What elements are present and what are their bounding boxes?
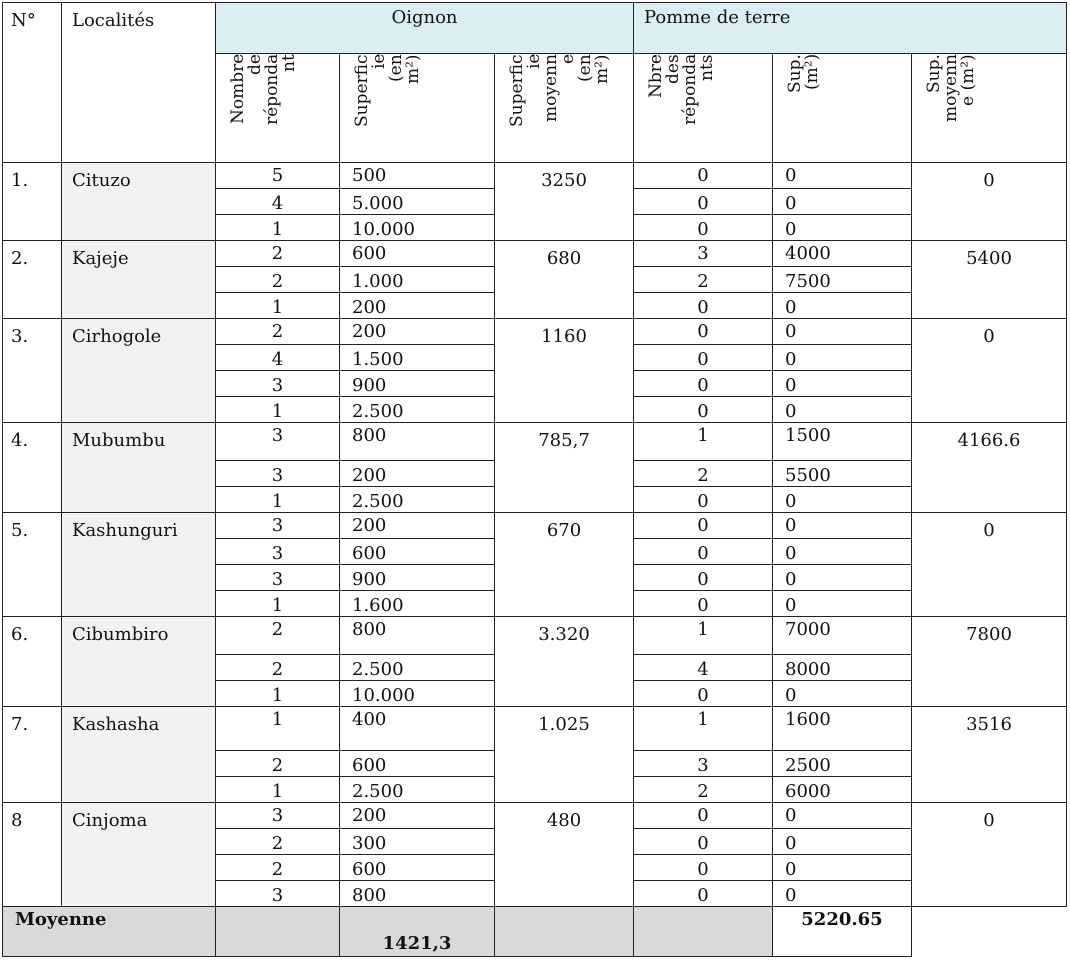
pomme-area: 0: [773, 487, 912, 513]
subheader-word: e: [558, 54, 578, 65]
subheader-word: Superfic: [352, 54, 372, 127]
oignon-area: 800: [340, 423, 495, 461]
locality-name: Kashunguri: [62, 513, 216, 617]
pomme-respondents: 0: [634, 345, 773, 371]
subheader-line: [699, 54, 716, 154]
pomme-average-area: 7800: [912, 617, 1067, 707]
oignon-average-area: 480: [495, 803, 634, 907]
locality-name: Kajeje: [62, 241, 216, 319]
pomme-respondents: 0: [634, 371, 773, 397]
pomme-area: 0: [773, 565, 912, 591]
pomme-respondents: 0: [634, 293, 773, 319]
subheader-word: ie: [369, 54, 389, 70]
subheader-word: Nbre: [646, 54, 666, 98]
row-number: 8: [3, 803, 62, 907]
subheader-word: e (m²): [958, 54, 978, 106]
pomme-area: 1500: [773, 423, 912, 461]
oignon-area: 200: [340, 293, 495, 319]
oignon-respondents: 2: [216, 855, 340, 881]
pomme-area: 0: [773, 855, 912, 881]
pomme-area: 0: [773, 163, 912, 189]
oignon-area: 200: [340, 513, 495, 539]
subheader-word: réponda: [680, 54, 700, 126]
row-number: 4.: [3, 423, 62, 513]
pomme-respondents: 0: [634, 513, 773, 539]
oignon-area: 1.600: [340, 591, 495, 617]
oignon-respondents: 2: [216, 241, 340, 267]
table-row: [3, 423, 1067, 461]
oignon-area: 2.500: [340, 655, 495, 681]
oignon-area: 2.500: [340, 397, 495, 423]
oignon-area: 10.000: [340, 215, 495, 241]
subheader-word: (en: [386, 54, 406, 82]
oignon-respondents: 3: [216, 803, 340, 829]
data-table: [2, 2, 1067, 957]
oignon-area: 600: [340, 539, 495, 565]
subheader-line: [281, 54, 298, 154]
locality-name: Kashasha: [62, 707, 216, 803]
pomme-average-area: 0: [912, 513, 1067, 617]
pomme-respondents: 0: [634, 397, 773, 423]
oignon-respondents: 4: [216, 189, 340, 215]
oignon-respondents: 1: [216, 397, 340, 423]
pomme-area: 7000: [773, 617, 912, 655]
header-oignon: Oignon: [216, 3, 634, 54]
pomme-respondents: 0: [634, 189, 773, 215]
oignon-respondents: 2: [216, 617, 340, 655]
oignon-respondents: 4: [216, 345, 340, 371]
pomme-area: 0: [773, 681, 912, 707]
header-localites: Localités: [62, 3, 216, 163]
locality-name: Cibumbiro: [62, 617, 216, 707]
row-number: 5.: [3, 513, 62, 617]
table-row: [3, 513, 1067, 539]
locality-name: Cinjoma: [62, 803, 216, 907]
row-number: 2.: [3, 241, 62, 319]
pomme-area: 0: [773, 513, 912, 539]
pomme-respondents: 0: [634, 855, 773, 881]
subheader-line: [405, 54, 422, 154]
oignon-respondents: 1: [216, 215, 340, 241]
average-empty: [634, 907, 773, 957]
average-row: [3, 907, 1067, 957]
subheader-word: m²): [403, 54, 423, 84]
subheader-word: nts: [697, 54, 717, 81]
subheader-word: Superfic: [507, 54, 527, 127]
row-number: 6.: [3, 617, 62, 707]
oignon-respondents: 3: [216, 371, 340, 397]
oignon-area: 900: [340, 371, 495, 397]
subheader-word: Sup.: [924, 54, 944, 93]
oignon-area: 600: [340, 855, 495, 881]
oignon-respondents: 2: [216, 267, 340, 293]
oignon-area: 400: [340, 707, 495, 751]
pomme-respondents: 0: [634, 829, 773, 855]
subheader-word: (en: [575, 54, 595, 82]
subheader-oignon-area: [340, 54, 495, 163]
oignon-respondents: 5: [216, 163, 340, 189]
pomme-respondents: 0: [634, 591, 773, 617]
oignon-average-area: 1160: [495, 319, 634, 423]
oignon-respondents: 2: [216, 319, 340, 345]
row-number: 3.: [3, 319, 62, 423]
oignon-area: 900: [340, 565, 495, 591]
pomme-average-area: 4166.6: [912, 423, 1067, 513]
subheader-word: des: [663, 54, 683, 84]
pomme-area: 0: [773, 539, 912, 565]
subheader-line: [543, 54, 577, 154]
subheader-pomme-avg-area: [912, 54, 1067, 163]
oignon-area: 10.000: [340, 681, 495, 707]
oignon-average-area: 3250: [495, 163, 634, 241]
pomme-respondents: 0: [634, 487, 773, 513]
pomme-respondents: 0: [634, 681, 773, 707]
average-empty: [216, 907, 340, 957]
pomme-average-area: 0: [912, 163, 1067, 241]
subheader-word: m²): [592, 54, 612, 84]
oignon-area: 1.500: [340, 345, 495, 371]
pomme-area: 0: [773, 803, 912, 829]
oignon-respondents: 2: [216, 829, 340, 855]
pomme-respondents: 0: [634, 163, 773, 189]
oignon-respondents: 3: [216, 423, 340, 461]
oignon-respondents: 1: [216, 591, 340, 617]
subheader-oignon-respondents: [216, 54, 340, 163]
pomme-respondents: 2: [634, 267, 773, 293]
row-number: 7.: [3, 707, 62, 803]
table-row: [3, 319, 1067, 345]
subheader-line: [960, 54, 977, 154]
oignon-area: 2.500: [340, 487, 495, 513]
oignon-average-area: 1.025: [495, 707, 634, 803]
subheader-word: Sup.: [785, 54, 805, 93]
oignon-respondents: 3: [216, 461, 340, 487]
oignon-respondents: 3: [216, 565, 340, 591]
oignon-area: 5.000: [340, 189, 495, 215]
pomme-area: 0: [773, 881, 912, 907]
subheader-word: (m²): [802, 54, 822, 91]
oignon-average: 1421,3: [340, 907, 495, 957]
oignon-area: 800: [340, 881, 495, 907]
pomme-area: 4000: [773, 241, 912, 267]
oignon-area: 200: [340, 803, 495, 829]
header-num: N°: [3, 3, 62, 163]
subheader-word: nt: [279, 54, 299, 72]
pomme-respondents: 3: [634, 241, 773, 267]
pomme-area: 2500: [773, 751, 912, 777]
oignon-respondents: 2: [216, 751, 340, 777]
locality-name: Cituzo: [62, 163, 216, 241]
oignon-area: 2.500: [340, 777, 495, 803]
pomme-respondents: 1: [634, 423, 773, 461]
oignon-area: 800: [340, 617, 495, 655]
oignon-respondents: 3: [216, 513, 340, 539]
pomme-area: 0: [773, 371, 912, 397]
oignon-respondents: 1: [216, 777, 340, 803]
table-row: [3, 163, 1067, 189]
oignon-respondents: 1: [216, 293, 340, 319]
average-empty: [495, 907, 634, 957]
pomme-respondents: 2: [634, 777, 773, 803]
oignon-area: 1.000: [340, 267, 495, 293]
pomme-area: 0: [773, 591, 912, 617]
pomme-area: 0: [773, 189, 912, 215]
pomme-area: 0: [773, 319, 912, 345]
pomme-area: 7500: [773, 267, 912, 293]
locality-name: Mubumbu: [62, 423, 216, 513]
oignon-respondents: 1: [216, 681, 340, 707]
pomme-area: 8000: [773, 655, 912, 681]
oignon-area: 500: [340, 163, 495, 189]
table-row: [3, 803, 1067, 829]
pomme-area: 5500: [773, 461, 912, 487]
header-pomme: Pomme de terre: [634, 3, 1067, 54]
subheader-word: moyenn: [941, 54, 961, 122]
oignon-area: 600: [340, 751, 495, 777]
pomme-area: 1600: [773, 707, 912, 751]
subheader-line: [509, 54, 526, 154]
oignon-respondents: 1: [216, 487, 340, 513]
subheader-word: ie: [524, 54, 544, 70]
pomme-respondents: 0: [634, 803, 773, 829]
oignon-area: 300: [340, 829, 495, 855]
table-body: [3, 163, 1067, 907]
pomme-area: 0: [773, 829, 912, 855]
subheader-oignon-avg-area: [495, 54, 634, 163]
pomme-area: 0: [773, 397, 912, 423]
subheader-line: [354, 54, 371, 154]
oignon-average-area: 670: [495, 513, 634, 617]
oignon-average-area: 680: [495, 241, 634, 319]
pomme-respondents: 0: [634, 215, 773, 241]
subheader-pomme-respondents: [634, 54, 773, 163]
pomme-average-area: 5400: [912, 241, 1067, 319]
table-row: [3, 707, 1067, 751]
pomme-average-area: 3516: [912, 707, 1067, 803]
pomme-respondents: 1: [634, 617, 773, 655]
pomme-average-area: 0: [912, 803, 1067, 907]
pomme-respondents: 0: [634, 881, 773, 907]
pomme-respondents: 0: [634, 539, 773, 565]
subheader-line: [804, 54, 821, 154]
oignon-average-area: 785,7: [495, 423, 634, 513]
pomme-area: 0: [773, 345, 912, 371]
pomme-area: 0: [773, 215, 912, 241]
oignon-respondents: 2: [216, 655, 340, 681]
oignon-respondents: 3: [216, 881, 340, 907]
subheader-word: Nombre: [228, 54, 248, 125]
pomme-area: 0: [773, 293, 912, 319]
subheader-word: moyenn: [541, 54, 561, 122]
pomme-average: 5220.65: [773, 907, 912, 957]
pomme-average-area: 0: [912, 319, 1067, 423]
pomme-respondents: 2: [634, 461, 773, 487]
subheader-pomme-area: [773, 54, 912, 163]
oignon-average-area: 3.320: [495, 617, 634, 707]
pomme-respondents: 0: [634, 565, 773, 591]
pomme-respondents: 1: [634, 707, 773, 751]
average-label: Moyenne: [3, 907, 216, 957]
pomme-area: 6000: [773, 777, 912, 803]
pomme-respondents: 3: [634, 751, 773, 777]
oignon-area: 600: [340, 241, 495, 267]
subheader-word: réponda: [262, 54, 282, 126]
oignon-area: 200: [340, 319, 495, 345]
oignon-respondents: 1: [216, 707, 340, 751]
pomme-respondents: 0: [634, 319, 773, 345]
locality-name: Cirhogole: [62, 319, 216, 423]
subheader-line: [577, 54, 611, 154]
row-number: 1.: [3, 163, 62, 241]
oignon-area: 200: [340, 461, 495, 487]
subheader-word: de: [245, 54, 265, 75]
pomme-respondents: 4: [634, 655, 773, 681]
oignon-respondents: 3: [216, 539, 340, 565]
table-row: [3, 241, 1067, 267]
table-row: [3, 617, 1067, 655]
